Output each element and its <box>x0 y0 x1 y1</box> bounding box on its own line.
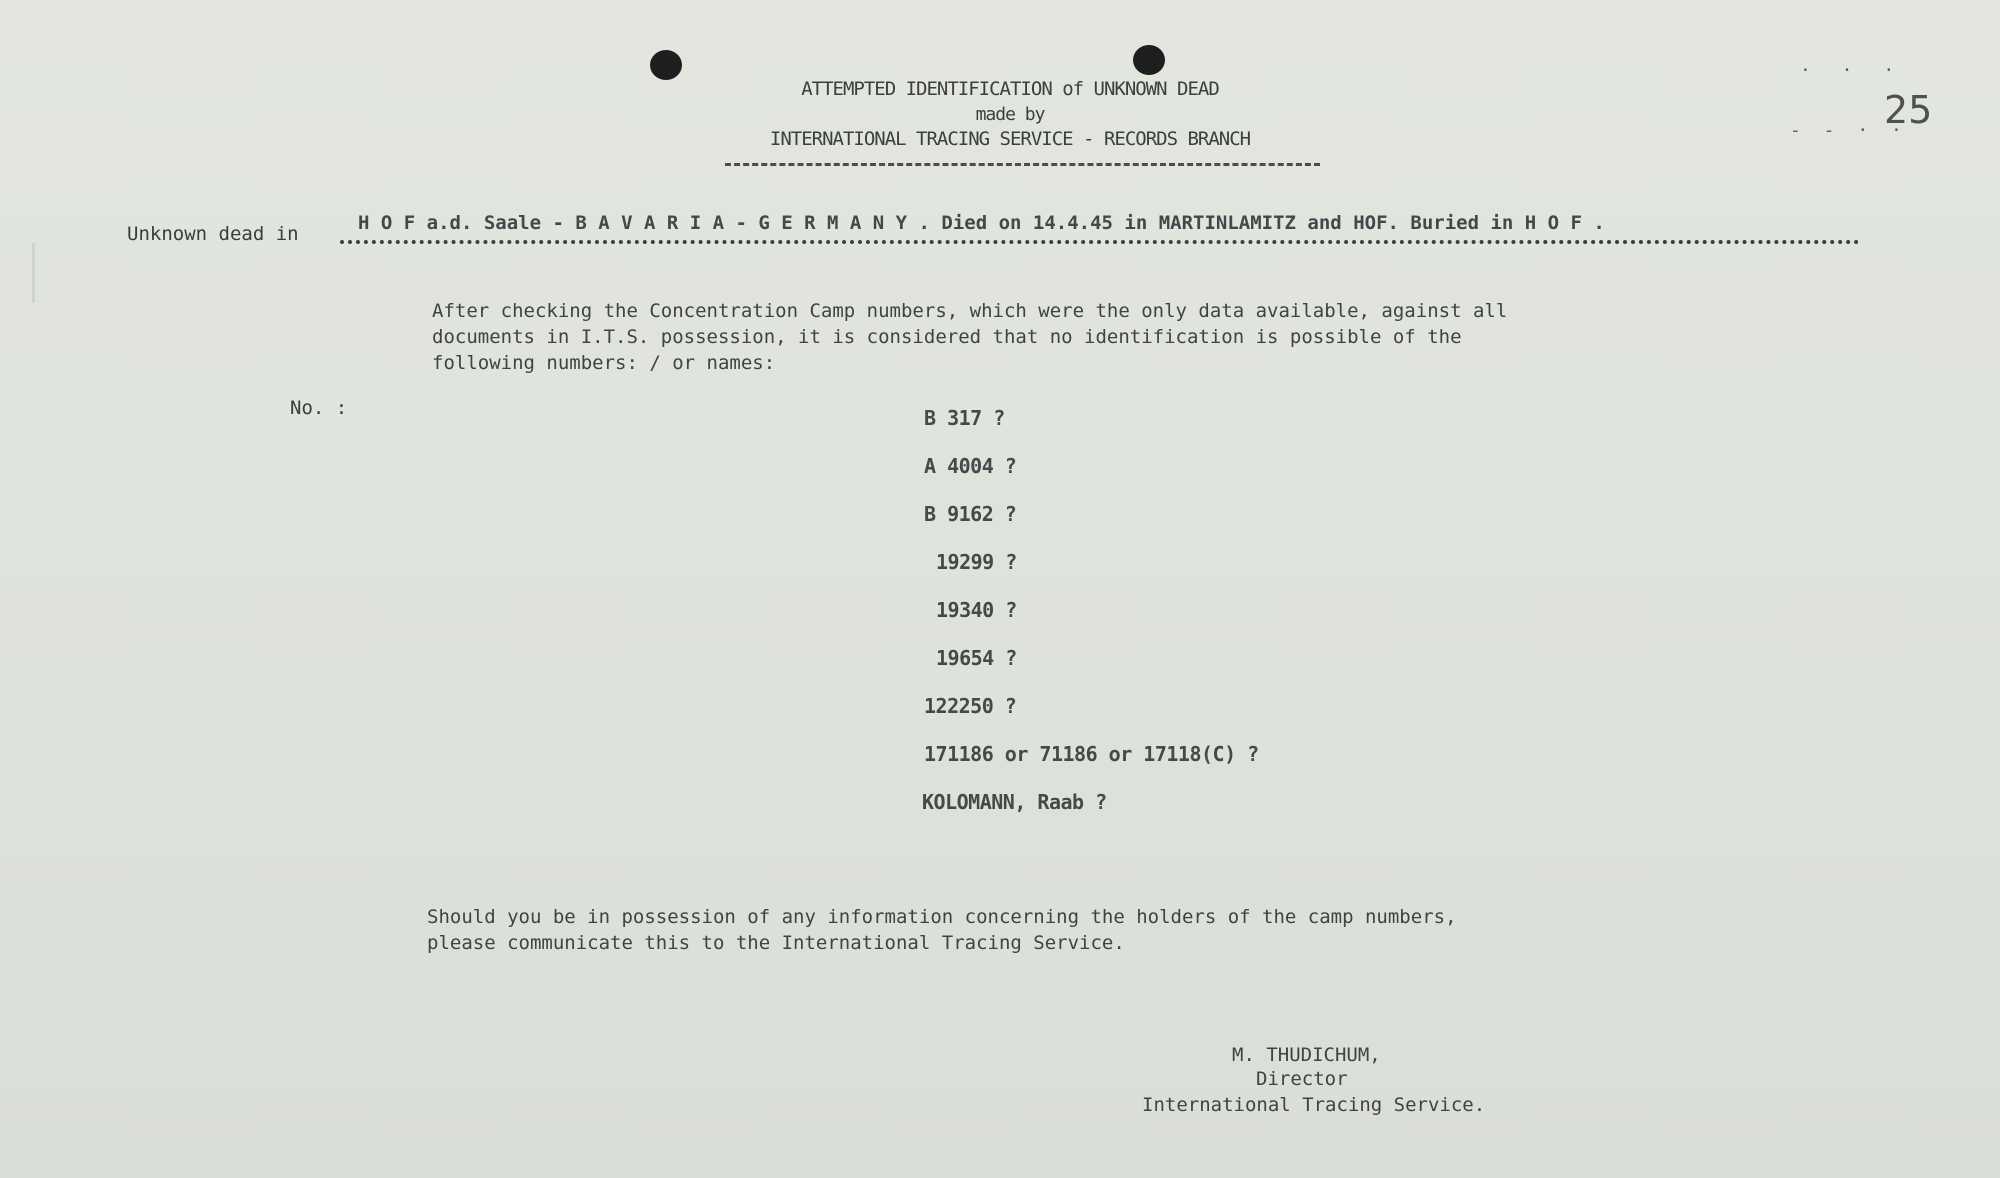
signatory-title: Director <box>1256 1068 1348 1090</box>
header-organization: INTERNATIONAL TRACING SERVICE - RECORDS BRANCH <box>769 128 1251 150</box>
unknown-dead-label: Unknown dead in <box>127 223 299 245</box>
camp-number-item: 122250 ? <box>924 694 1017 718</box>
header-underline <box>725 163 1320 166</box>
intro-paragraph: After checking the Concentration Camp numbers, which were the only data available, against all documents in I.T.S. possession, it is considered that no identification is possible of the following numbers: / or names: <box>432 300 1508 374</box>
camp-number-item: B 317 ? <box>924 406 1005 430</box>
unknown-dead-location: H O F a.d. Saale - B A V A R I A - G E R M A N Y . Died on 14.4.45 in MARTINLAMITZ and HOF. Buried in H O F . <box>358 212 1605 234</box>
numbers-label: No. : <box>290 397 348 419</box>
camp-number-item: 19340 ? <box>936 598 1017 622</box>
signatory-name: M. THUDICHUM, <box>1232 1044 1381 1066</box>
signatory-organization: International Tracing Service. <box>1142 1094 1486 1116</box>
camp-number-item: 171186 or 71186 or 17118(C) ? <box>924 742 1259 766</box>
punch-hole-left <box>650 50 682 80</box>
margin-stroke <box>32 243 35 303</box>
closing-paragraph: Should you be in possession of any information concerning the holders of the camp numbers, please communicate this to the International Tracing Service. <box>427 906 1457 954</box>
camp-number-item: 19299 ? <box>936 550 1017 574</box>
camp-number-item: 19654 ? <box>936 646 1017 670</box>
punch-hole-right <box>1133 45 1165 75</box>
margin-marks: - - · · <box>1790 120 1908 141</box>
name-item: KOLOMANN, Raab ? <box>922 790 1107 814</box>
camp-number-item: A 4004 ? <box>924 454 1017 478</box>
page-number: 25 <box>1884 88 1933 132</box>
camp-number-item: B 9162 ? <box>924 502 1017 526</box>
margin-marks-top: · · · <box>1800 60 1905 81</box>
dotted-line <box>340 240 1860 244</box>
header-title: ATTEMPTED IDENTIFICATION of UNKNOWN DEAD <box>801 78 1219 100</box>
header-made-by: made by <box>975 104 1045 125</box>
